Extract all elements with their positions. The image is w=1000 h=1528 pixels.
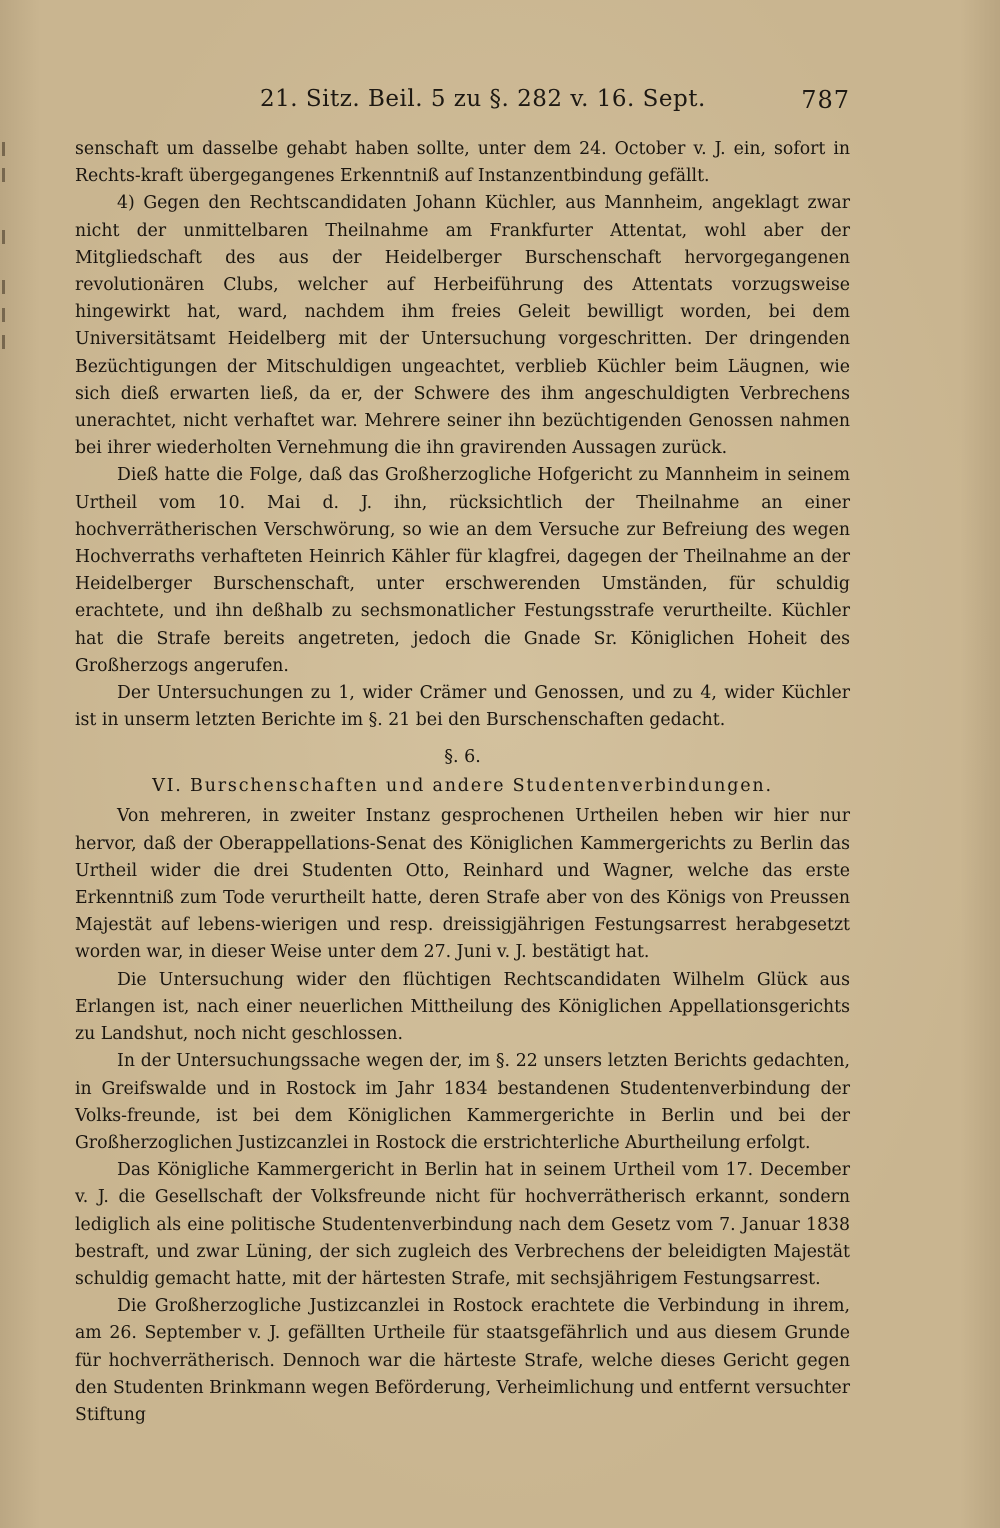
paragraph: In der Untersuchungssache wegen der, im §. 22 unsers letzten Berichts gedachten, in Greifswalde und in Rostock im Jahr 1834 bestandenen Studentenverbindung der Volks-freunde, ist bei dem Königlichen Kammergerichte in Berlin und bei der Großherzoglichen Justizcanzlei in Rostock die erstrichterliche Aburtheilung erfolgt. — [75, 1051, 850, 1153]
paragraph: Von mehreren, in zweiter Instanz gesprochenen Urtheilen heben wir hier nur hervor, daß der Oberappellations-Senat des Königlichen Kammergerichts zu Berlin das Urtheil wider die drei Studenten Otto, Reinhard und Wagner, welche das erste Erkenntniß zum Tode verurtheilt hatte, deren Strafe aber von des Königs von Preussen Majestät auf lebens-wierigen und resp. dreissigjährigen Festungsarrest herabgesetzt worden war, in dieser Weise unter dem 27. Juni v. J. bestätigt hat. — [75, 806, 850, 963]
paragraph: 4) Gegen den Rechtscandidaten Johann Küchler, aus Mannheim, angeklagt zwar nicht der unmittelbaren Theilnahme am Frankfurter Attentat, wohl aber der Mitgliedschaft des aus der Heidelberger Burschenschaft hervorgegangenen revolutionären Clubs, welcher auf Herbeiführung des Attentats vorzugsweise hingewirkt hat, ward, nachdem ihm freies Geleit bewilligt worden, bei dem Universitätsamt Heidelberg mit der Untersuchung vorgeschritten. Der dringenden Bezüchtigungen der Mitschuldigen ungeachtet, verblieb Küchler beim Läugnen, wie sich dieß erwarten ließ, da er, der Schwere des ihm angeschuldigten Verbrechens unerachtet, nicht verhaftet war. Mehrere seiner ihn bezüchtigenden Genossen nahmen bei ihrer wiederholten Vernehmung die ihn gravirenden Aussagen zurück. — [75, 193, 850, 459]
body-text — [75, 136, 850, 1429]
section-title: VI. Burschenschaften und andere Studentenverbindungen. — [152, 776, 773, 797]
paragraph: Das Königliche Kammergericht in Berlin hat in seinem Urtheil vom 17. December v. J. die Gesellschaft der Volksfreunde nicht für hochverrätherisch erkannt, sondern lediglich als eine politische Studentenverbindung nach dem Gesetz vom 7. Januar 1838 bestraft, und zwar Lüning, der sich zugleich des Verbrechens der beleidigten Majestät schuldig gemacht hatte, mit der härtesten Strafe, mit sechsjährigem Festungsarrest. — [75, 1160, 850, 1289]
paragraph: Die Großherzogliche Justizcanzlei in Rostock erachtete die Verbindung in ihrem, am 26. September v. J. gefällten Urtheile für staatsgefährlich und aus diesem Grunde für hochverrätherisch. Dennoch war die härteste Strafe, welche dieses Gericht gegen den Studenten Brinkmann wegen Beförderung, Verheimlichung und entfernt versuchter Stiftung — [75, 1296, 850, 1425]
paragraph: Dieß hatte die Folge, daß das Großherzogliche Hofgericht zu Mannheim in seinem Urtheil vom 10. Mai d. J. ihn, rücksichtlich der Theilnahme an einer hochverrätherischen Verschwörung, so wie an dem Versuche zur Befreiung des wegen Hochverraths verhafteten Heinrich Kähler für klagfrei, dagegen der Theilnahme an der Heidelberger Burschenschaft, unter erschwerenden Umständen, für schuldig erachtete, und ihn deßhalb zu sechsmonatlicher Festungsstrafe verurtheilte. Küchler hat die Strafe bereits angetreten, jedoch die Gnade Sr. Königlichen Hoheit des Großherzogs angerufen. — [75, 465, 850, 676]
page-number: 787 — [801, 86, 850, 114]
paragraph: senschaft um dasselbe gehabt haben sollte, unter dem 24. October v. J. ein, sofort in Rechts-kraft übergegangenes Erkenntniß auf Instanzentbindung gefällt. — [75, 139, 850, 187]
paragraph: Die Untersuchung wider den flüchtigen Rechtscandidaten Wilhelm Glück aus Erlangen ist, nach einer neuerlichen Mittheilung des Königlichen Appellationsgerichts zu Landshut, noch nicht geschlossen. — [75, 969, 850, 1045]
running-head: 21. Sitz. Beil. 5 zu §. 282 v. 16. Sept. — [260, 86, 706, 112]
page-header — [75, 86, 850, 122]
page-edge-marks — [0, 130, 8, 370]
paragraph: Der Untersuchungen zu 1, wider Crämer und Genossen, und zu 4, wider Küchler ist in unserm letzten Berichte im §. 21 bei den Burschenschaften gedacht. — [75, 683, 850, 731]
section-number: §. 6. — [444, 747, 481, 768]
